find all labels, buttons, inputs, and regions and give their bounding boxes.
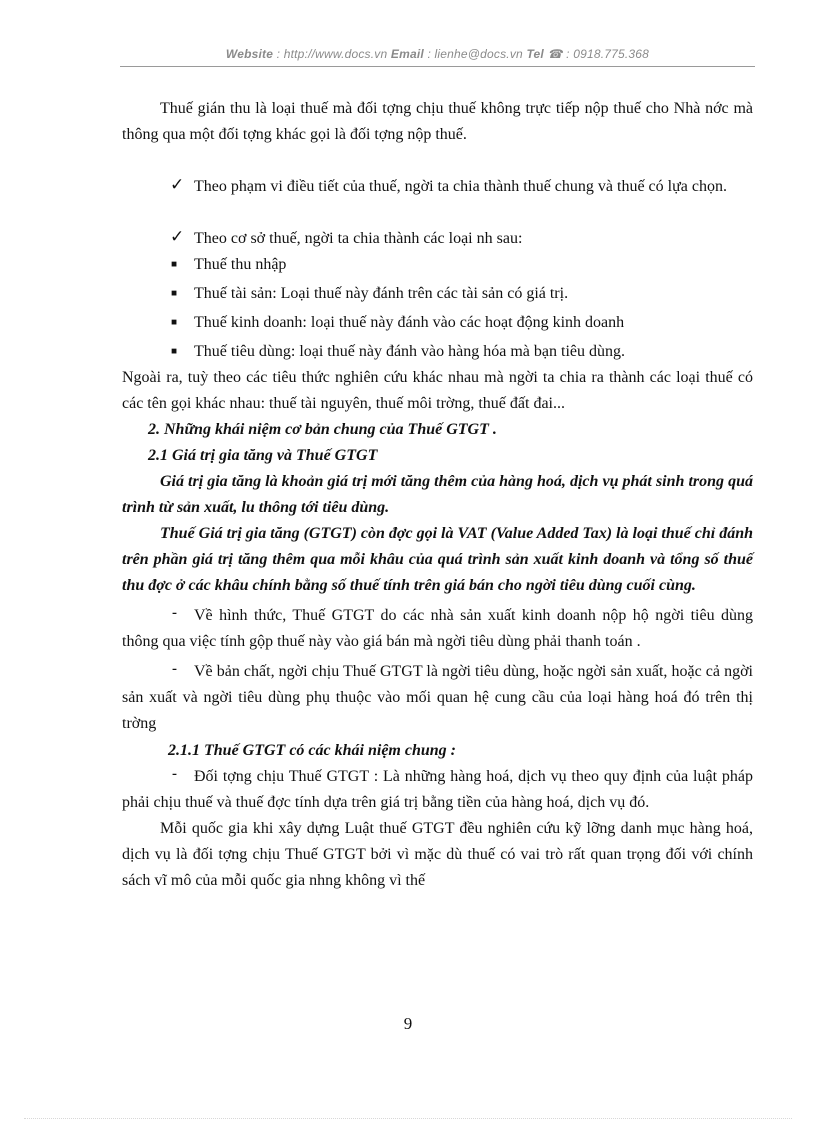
square-bullet-icon: ■ [171, 288, 178, 299]
phone-icon: ☎ [547, 47, 563, 61]
list-item: ■ Thuế tài sản: Loại thuế này đánh trên các tài sản có giá trị. [122, 281, 753, 307]
paragraph-national-law: Mỗi quốc gia khi xây dựng Luật thuế GTGT đều nghiên cứu kỹ lỡng danh mục hàng hoá, dịch vụ là đối tợng chịu Thuế GTGT bởi vì mặc dù thuế có vai trò rất quan trọng đối với chính sách vĩ mô của mỗi quốc gia nhng không vì thế [122, 820, 753, 889]
website-value: : http://www.docs.vn [273, 47, 391, 61]
dash-item-nature: - Về bản chất, ngời chịu Thuế GTGT là ngời tiêu dùng, hoặc ngời sản xuất, hoặc cả ngời sản xuất và ngời tiêu dùng phụ thuộc vào mối quan hệ cung cầu của loại hàng hoá đó trên thị trờng [122, 659, 753, 737]
check-icon: ✓ [170, 227, 185, 246]
list-item: ■ Thuế tiêu dùng: loại thuế này đánh vào hàng hóa mà bạn tiêu dùng. [122, 339, 753, 365]
dash-item-taxable-objects: - Đối tợng chịu Thuế GTGT : Là những hàng hoá, dịch vụ theo quy định của luật pháp phải chịu thuế và thuế đợc tính dựa trên giá trị bằng tiền của hàng hoá, dịch vụ đó. [122, 764, 753, 816]
email-value: : lienhe@docs.vn [423, 47, 527, 61]
tel-value: : 0918.775.368 [562, 47, 650, 61]
bullet-scope-text: Theo phạm vi điều tiết của thuế, ngời ta chia thành thuế chung và thuế có lựa chọn. [194, 178, 727, 195]
list-item: ■ Thuế thu nhập [122, 252, 753, 278]
square-bullet-icon: ■ [171, 346, 178, 357]
tel-label: Tel [526, 47, 544, 61]
check-icon: ✓ [170, 175, 185, 194]
paragraph-vat-definition: Thuế Giá trị gia tăng (GTGT) còn đợc gọi là VAT (Value Added Tax) là loại thuế chỉ đánh trên phần giá trị tăng thêm qua mỗi khâu của quá trình sản xuất kinh doanh và tổng số thuế thu đợc ở các khâu chính bằng số thuế tính trên giá bán cho ngời tiêu dùng cuối cùng. [122, 525, 753, 594]
heading-section-2: 2. Những khái niệm cơ bản chung của Thuế GTGT . [148, 421, 497, 438]
bullet-tax-base-text: Theo cơ sở thuế, ngời ta chia thành các loại nh sau: [194, 230, 523, 247]
page-bottom-edge [24, 1118, 792, 1119]
page-number: 9 [403, 1014, 413, 1033]
bullet-tax-base [122, 226, 753, 252]
dash-bullet-icon: - [172, 661, 177, 677]
heading-section-2-1: 2.1 Giá trị gia tăng và Thuế GTGT [148, 447, 378, 464]
paragraph-other-taxes: Ngoài ra, tuỳ theo các tiêu thức nghiên cứu khác nhau mà ngời ta chia ra thành các loại thuế có các tên gọi khác nhau: thuế tài nguyên, thuế môi trờng, thuế đất đai... [122, 369, 753, 412]
header-divider [120, 66, 755, 67]
dash-bullet-icon: - [172, 605, 177, 621]
document-body [122, 96, 753, 894]
square-bullet-icon: ■ [171, 259, 178, 270]
email-label: Email [390, 47, 424, 61]
dash-item-form: - Về hình thức, Thuế GTGT do các nhà sản xuất kinh doanh nộp hộ ngời tiêu dùng thông qua việc tính gộp thuế này vào giá bán mà ngời tiêu dùng phải thanh toán . [122, 603, 753, 655]
dash-bullet-icon: - [172, 766, 177, 782]
list-item: ■ Thuế kinh doanh: loại thuế này đánh vào các hoạt động kinh doanh [122, 310, 753, 336]
bullet-scope [122, 174, 753, 200]
heading-section-2-1-1: 2.1.1 Thuế GTGT có các khái niệm chung : [168, 742, 456, 759]
website-label: Website [225, 47, 274, 61]
page-header [120, 47, 755, 61]
square-bullet-icon: ■ [171, 317, 178, 328]
paragraph-indirect-tax: Thuế gián thu là loại thuế mà đối tợng chịu thuế không trực tiếp nộp thuế cho Nhà nớc mà thông qua một đối tợng khác gọi là đối tợng nộp thuế. [122, 100, 753, 143]
paragraph-value-added-definition: Giá trị gia tăng là khoản giá trị mới tăng thêm của hàng hoá, dịch vụ phát sinh trong quá trình từ sản xuất, lu thông tới tiêu dùng. [122, 473, 753, 516]
